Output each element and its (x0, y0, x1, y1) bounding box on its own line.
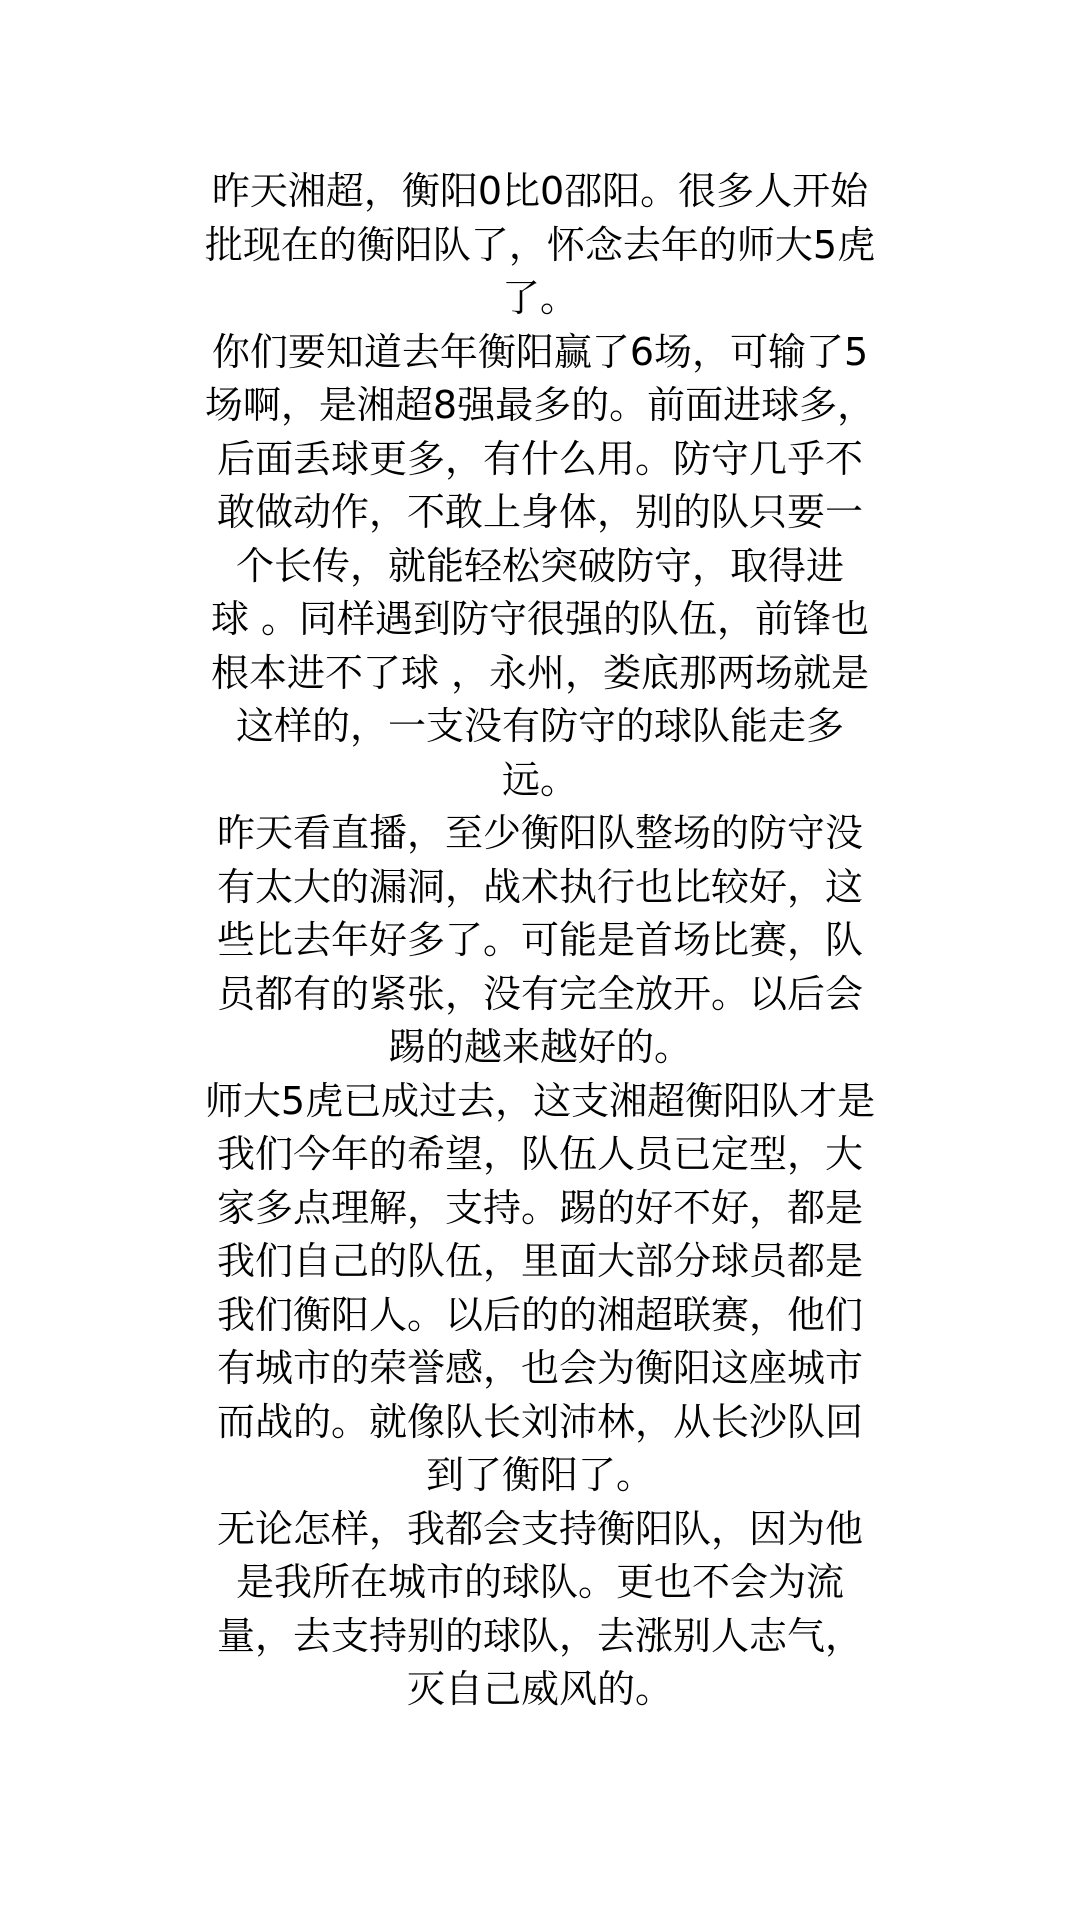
article-text (170, 165, 910, 1717)
text-line: 昨天湘超，衡阳0比0邵阳。很多人开始 (211, 169, 869, 213)
text-line: 敢做动作，不敢上身体，别的队只要一 (216, 490, 863, 534)
text-line: 家多点理解，支持。踢的好不好，都是 (216, 1185, 863, 1230)
text-line: 这样的，一支没有防守的球队能走多 (235, 704, 844, 748)
text-line: 我们衡阳人。以后的的湘超联赛，他们 (216, 1292, 863, 1337)
text-line: 个长传，就能轻松突破防守，取得进 (235, 543, 844, 588)
text-line: 到了衡阳了。 (425, 1453, 654, 1497)
text-line: 远。 (501, 757, 578, 802)
text-line: 我们自己的队伍，里面大部分球员都是 (216, 1239, 863, 1283)
text-line: 员都有的紧张，没有完全放开。以后会 (216, 971, 863, 1016)
text-line: 场啊，是湘超8强最多的。前面进球多， (204, 383, 876, 427)
text-line: 有城市的荣誉感，也会为衡阳这座城市 (216, 1346, 863, 1390)
text-line: 你们要知道去年衡阳赢了6场，可输了5 (211, 329, 869, 374)
text-line: 师大5虎已成过去，这支湘超衡阳队才是 (204, 1078, 876, 1123)
text-line: 些比去年好多了。可能是首场比赛，队 (216, 918, 863, 962)
text-line: 昨天看直播，至少衡阳队整场的防守没 (216, 811, 863, 855)
text-line: 量，去支持别的球队，去涨别人志气， (216, 1613, 863, 1658)
text-line: 踢的越来越好的。 (387, 1025, 692, 1069)
text-line: 是我所在城市的球队。更也不会为流 (235, 1560, 844, 1604)
text-line: 后面丢球更多，有什么用。防守几乎不 (216, 436, 863, 481)
text-line: 无论怎样，我都会支持衡阳队，因为他 (216, 1506, 863, 1551)
text-line: 而战的。就像队长刘沛林，从长沙队回 (216, 1399, 863, 1444)
text-line: 了。 (501, 276, 578, 320)
text-line: 球 。同样遇到防守很强的队伍，前锋也 (210, 597, 870, 641)
text-line: 批现在的衡阳队了，怀念去年的师大5虎 (204, 222, 876, 267)
text-line: 根本进不了球 ，永州，娄底那两场就是 (210, 650, 870, 695)
text-line: 有太大的漏洞，战术执行也比较好，这 (216, 864, 863, 909)
text-line: 灭自己威风的。 (406, 1667, 673, 1711)
text-line: 我们今年的希望，队伍人员已定型，大 (216, 1132, 863, 1176)
